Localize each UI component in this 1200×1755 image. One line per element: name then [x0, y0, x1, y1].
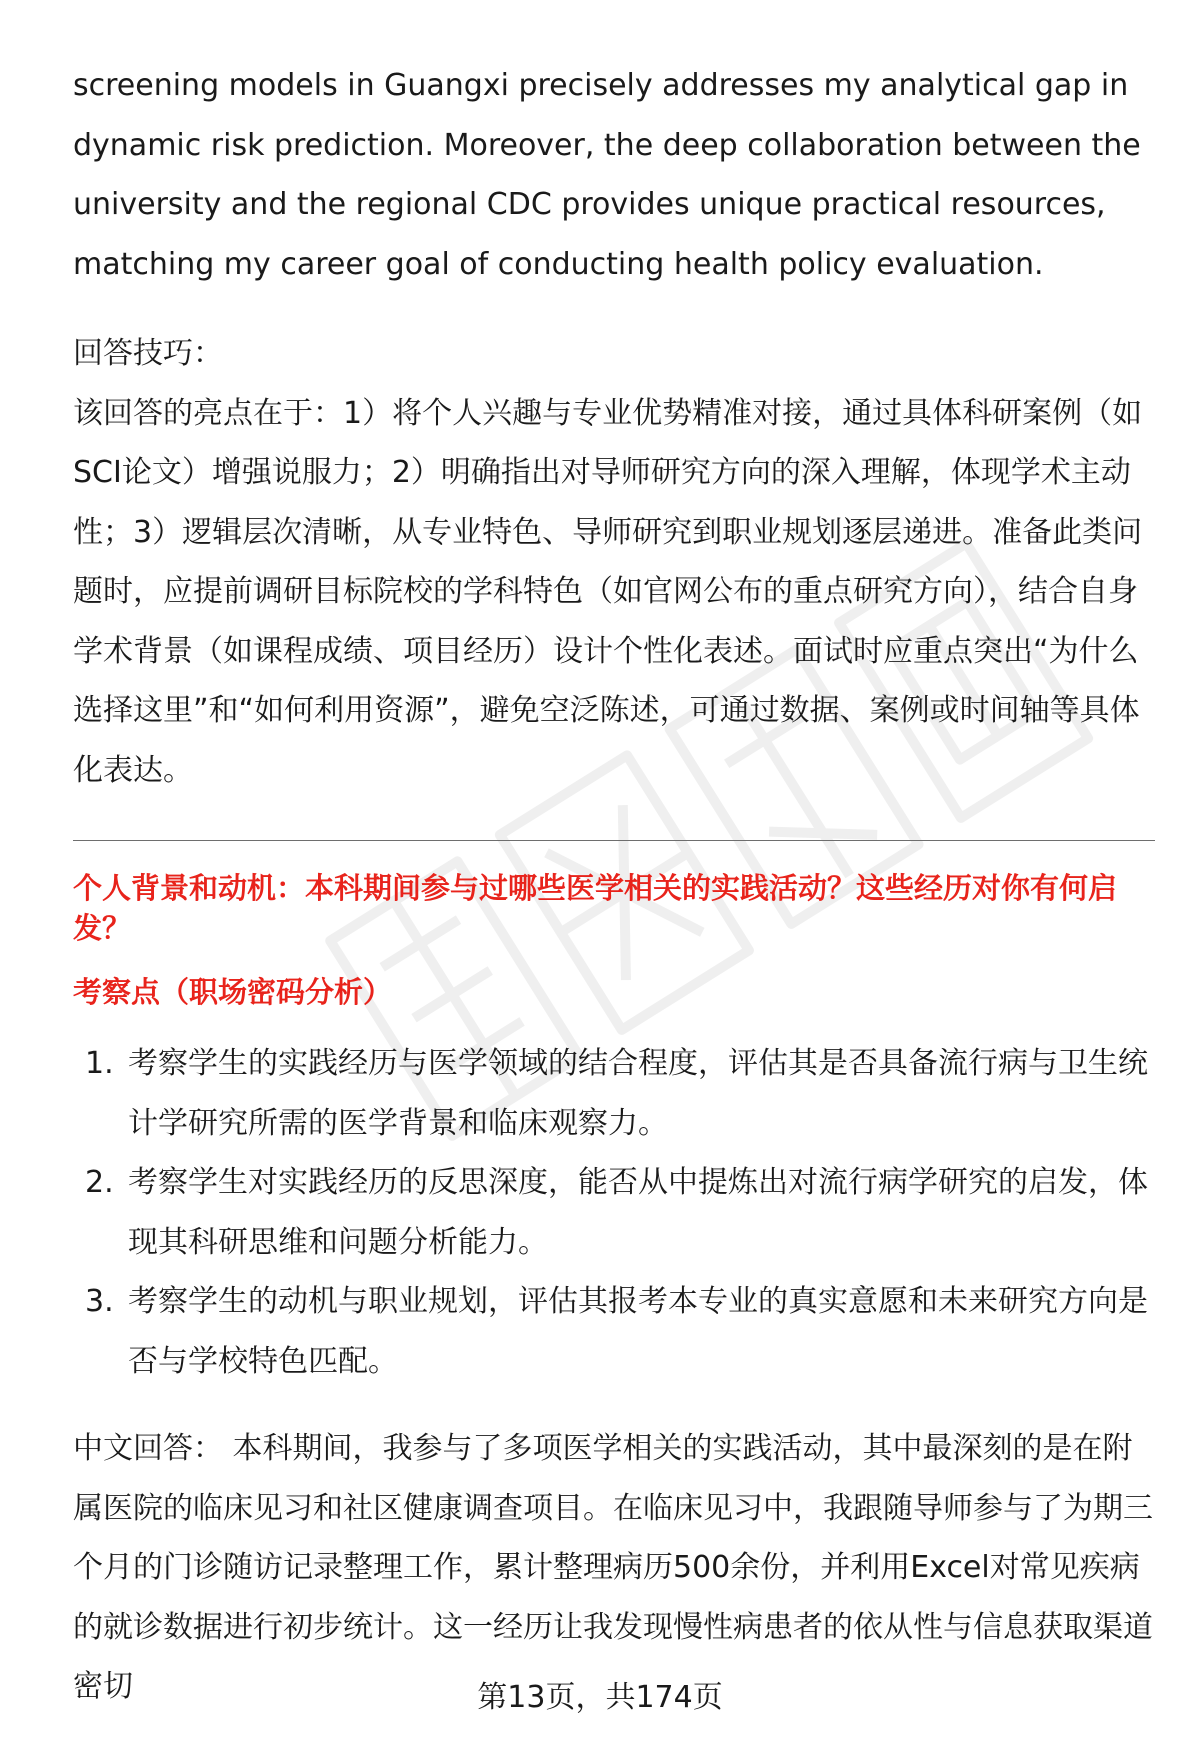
- question-subheading: 考察点（职场密码分析）: [73, 975, 393, 1009]
- spacer: [73, 948, 1155, 972]
- spacer: [73, 841, 1155, 868]
- spacer: [73, 294, 1155, 324]
- list-number: 1.: [85, 1046, 114, 1081]
- analysis-points: [73, 1034, 1155, 1391]
- list-number: 2.: [85, 1165, 114, 1200]
- list-text: 考察学生的动机与职业规划，评估其报考本专业的真实意愿和未来研究方向是否与学校特色匹配。: [128, 1284, 1148, 1379]
- intro-paragraph: screening models in Guangxi precisely addresses my analytical gap in dynamic risk prediction. Moreover, the deep collaboration between the university and the regional CDC provides unique practical resources, matching my career goal of conducting health policy evaluation.: [73, 68, 1141, 282]
- tips-body: 该回答的亮点在于：1）将个人兴趣与专业优势精准对接，通过具体科研案例（如SCI论文）增强说服力；2）明确指出对导师研究方向的深入理解，体现学术主动性；3）逻辑层次清晰，从专业特色、导师研究到职业规划逐层递进。准备此类问题时，应提前调研目标院校的学科特色（如官网公布的重点研究方向），结合自身学术背景（如课程成绩、项目经历）设计个性化表述。面试时应重点突出“为什么选择这里”和“如何利用资源”，避免空泛陈述，可通过数据、案例或时间轴等具体化表达。: [73, 395, 1143, 788]
- list-item: [73, 1034, 1155, 1153]
- question-title: 个人背景和动机：本科期间参与过哪些医学相关的实践活动？这些经历对你有何启发？: [73, 871, 1118, 945]
- list-item: [73, 1153, 1155, 1272]
- spacer: [73, 1391, 1155, 1419]
- list-number: 3.: [85, 1284, 114, 1319]
- document-page: [73, 56, 1155, 1717]
- list-item: [73, 1272, 1155, 1391]
- list-text: 考察学生的实践经历与医学领域的结合程度，评估其是否具备流行病与卫生统计学研究所需的医学背景和临床观察力。: [128, 1046, 1148, 1141]
- spacer: [73, 800, 1155, 840]
- chinese-answer: 中文回答： 本科期间，我参与了多项医学相关的实践活动，其中最深刻的是在附属医院的临床见习和社区健康调查项目。在临床见习中，我跟随导师参与了为期三个月的门诊随访记录整理工作，累计整理病历500余份，并利用Excel对常见疾病的就诊数据进行初步统计。这一经历让我发现慢性病患者的依从性与信息获取渠道密切: [73, 1431, 1153, 1704]
- list-text: 考察学生对实践经历的反思深度，能否从中提炼出对流行病学研究的启发，体现其科研思维和问题分析能力。: [128, 1165, 1148, 1260]
- spacer: [73, 1012, 1155, 1034]
- page-footer: 第13页，共174页: [477, 1680, 723, 1715]
- tips-label: 回答技巧：: [73, 336, 223, 371]
